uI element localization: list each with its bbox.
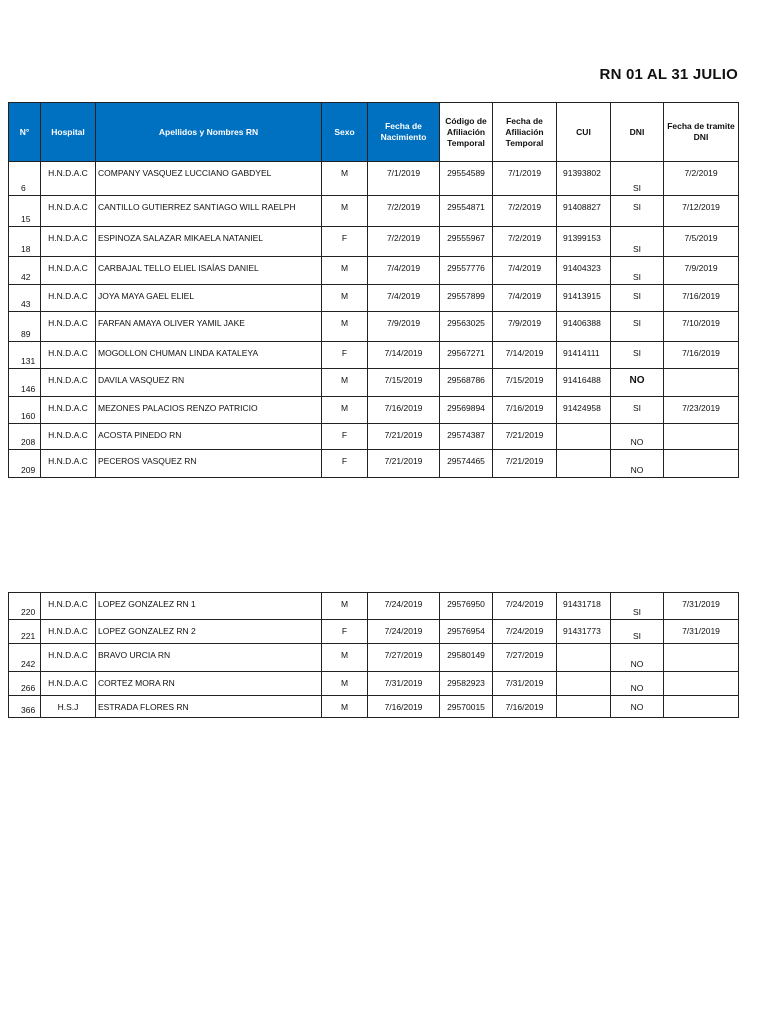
fecha-nacimiento-cell: 7/16/2019 — [368, 696, 440, 718]
header-name: Apellidos y Nombres RN — [96, 103, 322, 162]
sexo-cell: M — [322, 644, 368, 672]
cui-cell — [557, 672, 611, 696]
name-cell: MEZONES PALACIOS RENZO PATRICIO — [96, 397, 322, 424]
dni-cell: NO — [611, 424, 664, 450]
table-row — [9, 285, 739, 312]
row-number: 6 — [9, 162, 41, 196]
row-number: 131 — [9, 342, 41, 369]
header-sexo: Sexo — [322, 103, 368, 162]
name-cell: CORTEZ MORA RN — [96, 672, 322, 696]
fecha-afiliacion-cell: 7/16/2019 — [493, 696, 557, 718]
cui-cell: 91408827 — [557, 196, 611, 227]
fecha-tramite-cell — [664, 644, 739, 672]
row-number: 160 — [9, 397, 41, 424]
cui-cell: 91431773 — [557, 620, 611, 644]
dni-cell: SI — [611, 285, 664, 312]
sexo-cell: M — [322, 696, 368, 718]
cui-cell — [557, 696, 611, 718]
fecha-afiliacion-cell: 7/1/2019 — [493, 162, 557, 196]
fecha-tramite-cell: 7/16/2019 — [664, 342, 739, 369]
dni-cell: SI — [611, 620, 664, 644]
fecha-nacimiento-cell: 7/21/2019 — [368, 424, 440, 450]
hospital-cell: H.N.D.A.C — [41, 620, 96, 644]
fecha-nacimiento-cell: 7/9/2019 — [368, 312, 440, 342]
name-cell: PECEROS VASQUEZ RN — [96, 450, 322, 478]
row-number: 366 — [9, 696, 41, 718]
codigo-cell: 29582923 — [440, 672, 493, 696]
dni-cell: NO — [611, 672, 664, 696]
row-number: 146 — [9, 369, 41, 397]
fecha-afiliacion-cell: 7/16/2019 — [493, 397, 557, 424]
sexo-cell: M — [322, 257, 368, 285]
fecha-afiliacion-cell: 7/9/2019 — [493, 312, 557, 342]
header-cui: CUI — [557, 103, 611, 162]
cui-cell: 91431718 — [557, 593, 611, 620]
cui-cell: 91406388 — [557, 312, 611, 342]
sexo-cell: M — [322, 369, 368, 397]
table-row — [9, 696, 739, 718]
name-cell: ACOSTA PINEDO RN — [96, 424, 322, 450]
codigo-cell: 29567271 — [440, 342, 493, 369]
codigo-cell: 29555967 — [440, 227, 493, 257]
cui-cell: 91393802 — [557, 162, 611, 196]
table-row — [9, 397, 739, 424]
fecha-nacimiento-cell: 7/27/2019 — [368, 644, 440, 672]
fecha-nacimiento-cell: 7/16/2019 — [368, 397, 440, 424]
row-number: 220 — [9, 593, 41, 620]
table-row — [9, 227, 739, 257]
table-row — [9, 312, 739, 342]
hospital-cell: H.N.D.A.C — [41, 593, 96, 620]
dni-cell: SI — [611, 257, 664, 285]
row-number: 43 — [9, 285, 41, 312]
sexo-cell: F — [322, 620, 368, 644]
name-cell: DAVILA VASQUEZ RN — [96, 369, 322, 397]
fecha-afiliacion-cell: 7/21/2019 — [493, 450, 557, 478]
fecha-afiliacion-cell: 7/15/2019 — [493, 369, 557, 397]
codigo-cell: 29557776 — [440, 257, 493, 285]
sexo-cell: M — [322, 672, 368, 696]
fecha-tramite-cell — [664, 424, 739, 450]
table-row — [9, 620, 739, 644]
table-header-row — [9, 103, 739, 162]
fecha-nacimiento-cell: 7/15/2019 — [368, 369, 440, 397]
name-cell: COMPANY VASQUEZ LUCCIANO GABDYEL — [96, 162, 322, 196]
hospital-cell: H.N.D.A.C — [41, 227, 96, 257]
table-row — [9, 672, 739, 696]
name-cell: CANTILLO GUTIERREZ SANTIAGO WILL RAELPH — [96, 196, 322, 227]
hospital-cell: H.N.D.A.C — [41, 397, 96, 424]
dni-cell: SI — [611, 196, 664, 227]
fecha-tramite-cell: 7/23/2019 — [664, 397, 739, 424]
fecha-afiliacion-cell: 7/2/2019 — [493, 196, 557, 227]
hospital-cell: H.N.D.A.C — [41, 369, 96, 397]
fecha-afiliacion-cell: 7/24/2019 — [493, 593, 557, 620]
fecha-nacimiento-cell: 7/31/2019 — [368, 672, 440, 696]
fecha-nacimiento-cell: 7/14/2019 — [368, 342, 440, 369]
name-cell: MOGOLLON CHUMAN LINDA KATALEYA — [96, 342, 322, 369]
fecha-afiliacion-cell: 7/27/2019 — [493, 644, 557, 672]
codigo-cell: 29580149 — [440, 644, 493, 672]
fecha-afiliacion-cell: 7/31/2019 — [493, 672, 557, 696]
fecha-nacimiento-cell: 7/1/2019 — [368, 162, 440, 196]
codigo-cell: 29554589 — [440, 162, 493, 196]
header-fecha-tramite: Fecha de tramite DNI — [664, 103, 739, 162]
hospital-cell: H.N.D.A.C — [41, 257, 96, 285]
codigo-cell: 29576954 — [440, 620, 493, 644]
name-cell: CARBAJAL TELLO ELIEL ISAÍAS DANIEL — [96, 257, 322, 285]
cui-cell — [557, 644, 611, 672]
fecha-nacimiento-cell: 7/24/2019 — [368, 593, 440, 620]
page-title: RN 01 AL 31 JULIO — [599, 66, 738, 83]
hospital-cell: H.N.D.A.C — [41, 644, 96, 672]
fecha-tramite-cell: 7/5/2019 — [664, 227, 739, 257]
hospital-cell: H.N.D.A.C — [41, 162, 96, 196]
sexo-cell: M — [322, 593, 368, 620]
codigo-cell: 29569894 — [440, 397, 493, 424]
fecha-nacimiento-cell: 7/21/2019 — [368, 450, 440, 478]
fecha-nacimiento-cell: 7/24/2019 — [368, 620, 440, 644]
table-row — [9, 342, 739, 369]
name-cell: LOPEZ GONZALEZ RN 2 — [96, 620, 322, 644]
dni-cell: SI — [611, 593, 664, 620]
table-row — [9, 450, 739, 478]
hospital-cell: H.S.J — [41, 696, 96, 718]
name-cell: ESTRADA FLORES RN — [96, 696, 322, 718]
row-number: 266 — [9, 672, 41, 696]
fecha-afiliacion-cell: 7/4/2019 — [493, 257, 557, 285]
fecha-tramite-cell — [664, 369, 739, 397]
hospital-cell: H.N.D.A.C — [41, 424, 96, 450]
hospital-cell: H.N.D.A.C — [41, 196, 96, 227]
header-fecha-afiliacion: Fecha de Afiliación Temporal — [493, 103, 557, 162]
sexo-cell: F — [322, 227, 368, 257]
dni-cell: NO — [611, 696, 664, 718]
codigo-cell: 29574465 — [440, 450, 493, 478]
dni-cell: SI — [611, 227, 664, 257]
row-number: 18 — [9, 227, 41, 257]
sexo-cell: M — [322, 312, 368, 342]
row-number: 42 — [9, 257, 41, 285]
codigo-cell: 29563025 — [440, 312, 493, 342]
rn-table-secondary — [8, 592, 739, 718]
fecha-nacimiento-cell: 7/2/2019 — [368, 196, 440, 227]
name-cell: JOYA MAYA GAEL ELIEL — [96, 285, 322, 312]
fecha-afiliacion-cell: 7/4/2019 — [493, 285, 557, 312]
sexo-cell: F — [322, 424, 368, 450]
fecha-tramite-cell: 7/12/2019 — [664, 196, 739, 227]
sexo-cell: F — [322, 342, 368, 369]
cui-cell: 91416488 — [557, 369, 611, 397]
row-number: 209 — [9, 450, 41, 478]
header-dni: DNI — [611, 103, 664, 162]
fecha-tramite-cell: 7/31/2019 — [664, 593, 739, 620]
hospital-cell: H.N.D.A.C — [41, 450, 96, 478]
fecha-nacimiento-cell: 7/4/2019 — [368, 257, 440, 285]
fecha-tramite-cell: 7/10/2019 — [664, 312, 739, 342]
codigo-cell: 29576950 — [440, 593, 493, 620]
cui-cell: 91413915 — [557, 285, 611, 312]
table-row — [9, 593, 739, 620]
fecha-tramite-cell — [664, 450, 739, 478]
sexo-cell: M — [322, 162, 368, 196]
fecha-tramite-cell: 7/31/2019 — [664, 620, 739, 644]
hospital-cell: H.N.D.A.C — [41, 672, 96, 696]
row-number: 89 — [9, 312, 41, 342]
table-row — [9, 162, 739, 196]
name-cell: FARFAN AMAYA OLIVER YAMIL JAKE — [96, 312, 322, 342]
fecha-afiliacion-cell: 7/2/2019 — [493, 227, 557, 257]
hospital-cell: H.N.D.A.C — [41, 342, 96, 369]
fecha-nacimiento-cell: 7/2/2019 — [368, 227, 440, 257]
fecha-tramite-cell: 7/2/2019 — [664, 162, 739, 196]
row-number: 208 — [9, 424, 41, 450]
dni-cell: SI — [611, 162, 664, 196]
cui-cell: 91404323 — [557, 257, 611, 285]
sexo-cell: M — [322, 397, 368, 424]
rn-table-main — [8, 102, 739, 478]
table-row — [9, 196, 739, 227]
table-row — [9, 424, 739, 450]
codigo-cell: 29568786 — [440, 369, 493, 397]
name-cell: ESPINOZA SALAZAR MIKAELA NATANIEL — [96, 227, 322, 257]
row-number: 15 — [9, 196, 41, 227]
dni-cell: SI — [611, 312, 664, 342]
header-hospital: Hospital — [41, 103, 96, 162]
sexo-cell: M — [322, 196, 368, 227]
name-cell: BRAVO URCIA RN — [96, 644, 322, 672]
fecha-tramite-cell — [664, 672, 739, 696]
fecha-tramite-cell: 7/16/2019 — [664, 285, 739, 312]
dni-cell: NO — [611, 369, 664, 397]
cui-cell: 91414111 — [557, 342, 611, 369]
codigo-cell: 29554871 — [440, 196, 493, 227]
dni-cell: NO — [611, 644, 664, 672]
table-row — [9, 369, 739, 397]
cui-cell: 91424958 — [557, 397, 611, 424]
header-codigo: Código de Afiliación Temporal — [440, 103, 493, 162]
sexo-cell: M — [322, 285, 368, 312]
header-fecha-nacimiento: Fecha de Nacimiento — [368, 103, 440, 162]
row-number: 242 — [9, 644, 41, 672]
header-n: N° — [9, 103, 41, 162]
codigo-cell: 29574387 — [440, 424, 493, 450]
dni-cell: SI — [611, 342, 664, 369]
cui-cell — [557, 424, 611, 450]
hospital-cell: H.N.D.A.C — [41, 285, 96, 312]
fecha-tramite-cell — [664, 696, 739, 718]
fecha-nacimiento-cell: 7/4/2019 — [368, 285, 440, 312]
cui-cell — [557, 450, 611, 478]
hospital-cell: H.N.D.A.C — [41, 312, 96, 342]
fecha-afiliacion-cell: 7/21/2019 — [493, 424, 557, 450]
fecha-afiliacion-cell: 7/24/2019 — [493, 620, 557, 644]
row-number: 221 — [9, 620, 41, 644]
codigo-cell: 29557899 — [440, 285, 493, 312]
sexo-cell: F — [322, 450, 368, 478]
table-row — [9, 257, 739, 285]
table-row — [9, 644, 739, 672]
cui-cell: 91399153 — [557, 227, 611, 257]
fecha-afiliacion-cell: 7/14/2019 — [493, 342, 557, 369]
codigo-cell: 29570015 — [440, 696, 493, 718]
dni-cell: SI — [611, 397, 664, 424]
dni-cell: NO — [611, 450, 664, 478]
fecha-tramite-cell: 7/9/2019 — [664, 257, 739, 285]
name-cell: LOPEZ GONZALEZ RN 1 — [96, 593, 322, 620]
